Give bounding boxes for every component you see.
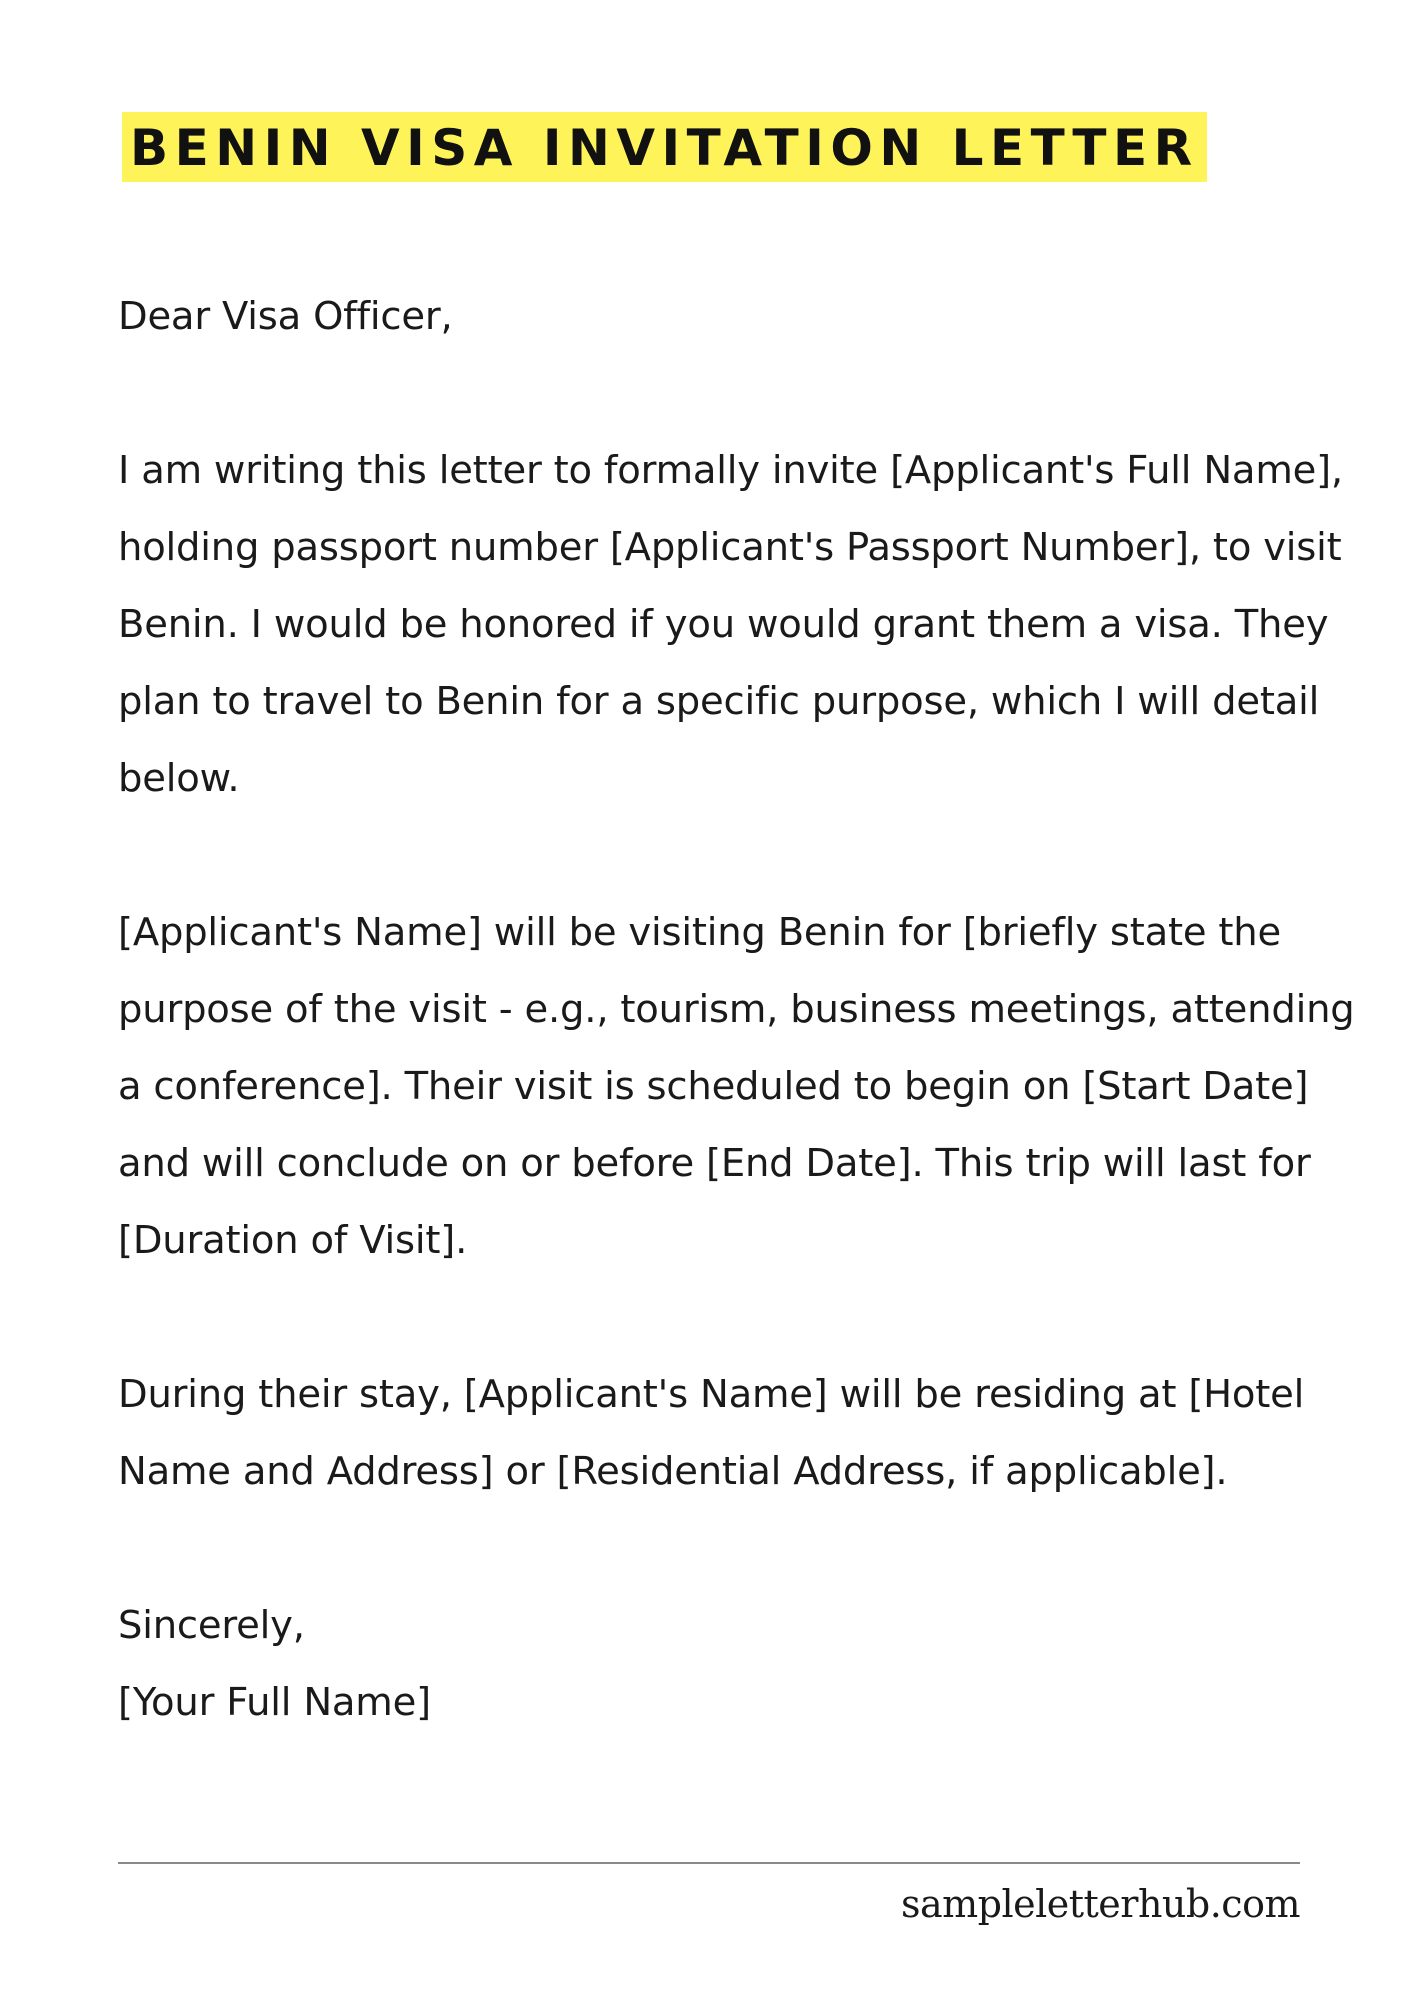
salutation: Dear Visa Officer,	[118, 294, 453, 339]
paragraph-3: During their stay, [Applicant's Name] will be residing at [Hotel Name and Address] or [Residential Address, if applicable].	[118, 1372, 1305, 1494]
title-highlight	[122, 112, 1207, 182]
paragraph-gap	[118, 355, 1358, 432]
paragraph-gap	[118, 1279, 1358, 1356]
footer-divider	[118, 1862, 1300, 1864]
closing: Sincerely,	[118, 1603, 305, 1648]
signature: [Your Full Name]	[118, 1680, 431, 1725]
paragraph-gap	[118, 1510, 1358, 1587]
paragraph-gap	[118, 817, 1358, 894]
letter-body	[118, 278, 1358, 1741]
paragraph-2: [Applicant's Name] will be visiting Benin for [briefly state the purpose of the visit - e.g., tourism, business meetings, attending a conference]. Their visit is scheduled to begin on [Start Date] and will conclude on or before [End Date]. This trip will last for [Duration of Visit].	[118, 910, 1355, 1263]
footer-brand: sampleletterhub.com	[900, 1882, 1300, 1926]
page-title: BENIN VISA INVITATION LETTER	[130, 119, 1199, 177]
paragraph-1: I am writing this letter to formally invite [Applicant's Full Name], holding passport number [Applicant's Passport Number], to visit Benin. I would be honored if you would grant them a visa. They plan to travel to Benin for a specific purpose, which I will detail below.	[118, 448, 1343, 801]
